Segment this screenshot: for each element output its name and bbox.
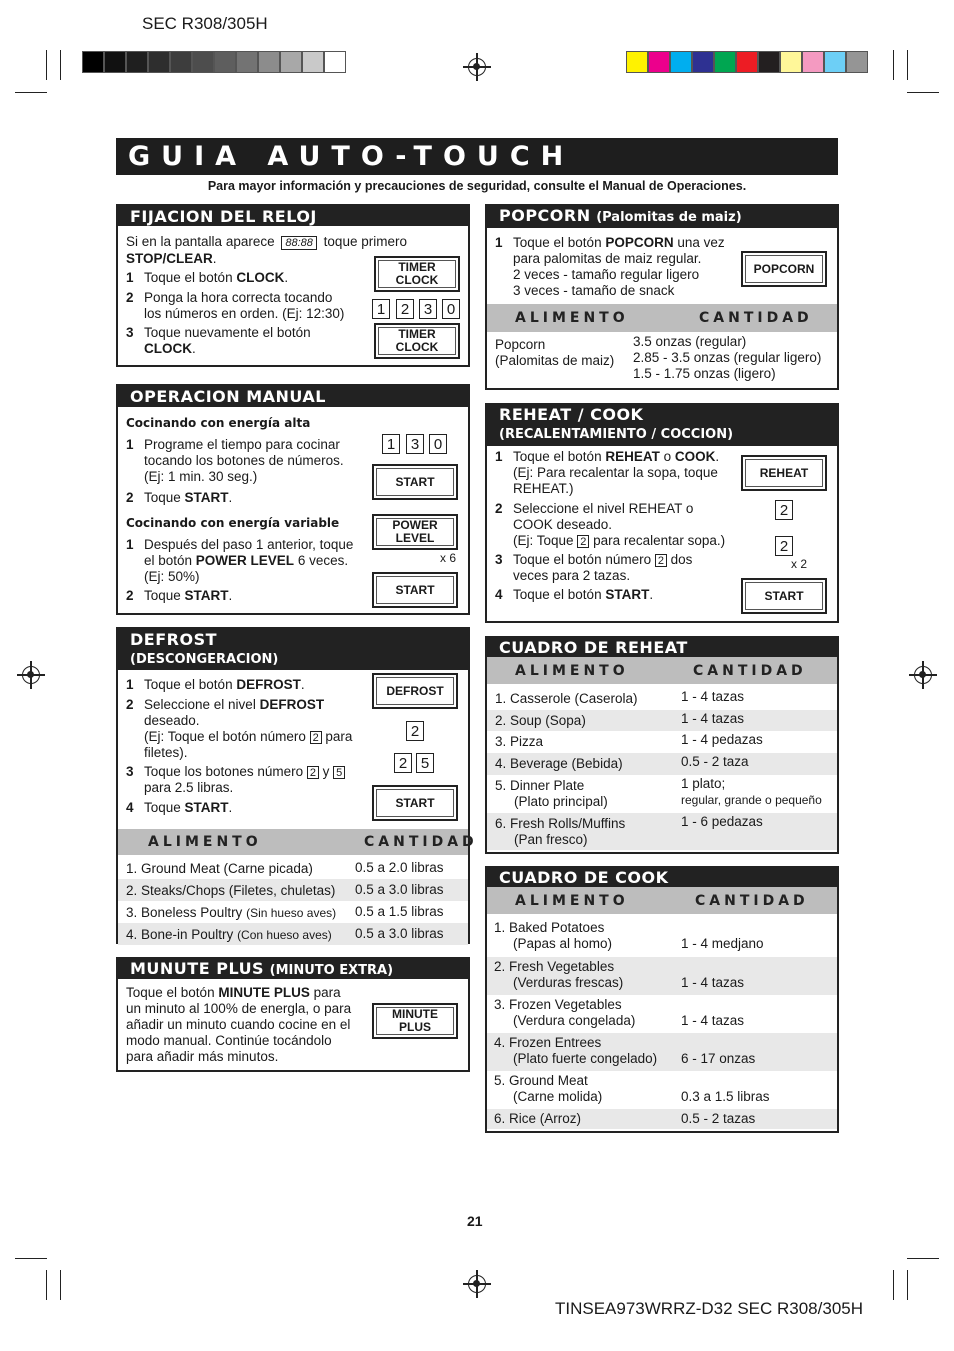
press-count: x 6: [440, 551, 457, 565]
food-cell: 1. Baked Potatoes: [494, 920, 605, 935]
crop-mark: [907, 92, 939, 93]
color-swatch: [692, 51, 714, 73]
number-key[interactable]: 1: [372, 299, 390, 319]
gray-swatch: [236, 51, 258, 73]
food-cell: 3. Frozen Vegetables: [494, 997, 622, 1012]
defrost-step-1: 1 Toque el botón DEFROST.: [126, 677, 305, 692]
color-swatch: [846, 51, 868, 73]
color-swatch: [758, 51, 780, 73]
defrost-step-3: 3 Toque los botones número 2 y 5 para 2.5 libras.: [126, 764, 386, 796]
defrost-step-4: 4 Toque START.: [126, 800, 233, 815]
gray-swatch: [82, 51, 104, 73]
quantity-cell: 1 plato;: [681, 776, 726, 791]
quantity-cell: 0.5 - 2 taza: [681, 754, 749, 769]
quantity-cell-note: regular, grande o pequeño: [681, 793, 822, 807]
page-subtitle: Para mayor información y precauciones de seguridad, consulte el Manual de Operaciones.: [207, 179, 747, 193]
food-cell: 3. Pizza: [495, 734, 544, 749]
quantity-cell: 1 - 6 pedazas: [681, 814, 763, 829]
number-key[interactable]: 0: [442, 299, 460, 319]
manual-variable-step-2: 2 Toque START.: [126, 588, 233, 603]
manual-subheading-high: Cocinando con energía alta: [126, 416, 311, 430]
number-key[interactable]: 0: [429, 434, 447, 454]
color-swatch: [626, 51, 648, 73]
clock-step-1: 1 Toque el botón CLOCK.: [126, 270, 289, 285]
cook-table-header: ALIMENTO CANTIDAD: [487, 887, 837, 914]
food-cell: 1. Ground Meat (Carne picada): [126, 861, 313, 876]
food-cell-note: (Papas al homo): [513, 936, 613, 951]
gray-swatch: [148, 51, 170, 73]
number-key: 2: [310, 731, 322, 744]
minute-plus-button[interactable]: MINUTE PLUS: [372, 1003, 458, 1039]
color-swatch: [802, 51, 824, 73]
table-row: [487, 995, 837, 1033]
popcorn-step-1: 1 Toque el botón POPCORN una vez para palomitas de maiz regular. 2 veces - tamaño regular ligero 3 veces - tamaño de snack: [495, 235, 725, 298]
quantity-cell: 0.3 a 1.5 libras: [681, 1089, 770, 1104]
document-code: TINSEA973WRRZ-D32 SEC R308/305H: [555, 1299, 864, 1318]
food-cell: 3. Boneless Poultry: [126, 905, 247, 920]
quantity-cell: 1 - 4 tazas: [681, 711, 745, 726]
manual-heading: OPERACION MANUAL: [118, 386, 468, 407]
popcorn-table-header: ALIMENTO CANTIDAD: [487, 304, 837, 332]
table-row: [118, 879, 468, 901]
gray-swatch: [280, 51, 302, 73]
page-number: 21: [467, 1213, 483, 1229]
crop-mark: [15, 1258, 47, 1259]
crop-mark: [46, 1270, 47, 1300]
food-cell-note: (Carne molida): [513, 1089, 603, 1104]
start-button[interactable]: START: [372, 464, 458, 500]
food-cell: 2. Steaks/Chops (Filetes, chuletas): [126, 883, 336, 898]
color-swatch: [714, 51, 736, 73]
start-button[interactable]: START: [372, 572, 458, 608]
registration-mark-icon: [468, 58, 486, 76]
display-readout: 88:88: [281, 236, 317, 250]
gray-swatch: [302, 51, 324, 73]
number-key[interactable]: 2: [406, 721, 424, 741]
start-button[interactable]: START: [372, 785, 458, 821]
table-row: [487, 775, 837, 813]
defrost-section: [116, 627, 478, 944]
quantity-cell: 0.5 a 3.0 libras: [355, 926, 444, 941]
food-cell: 4. Beverage (Bebida): [495, 756, 623, 771]
number-key[interactable]: 3: [406, 434, 424, 454]
crop-mark: [893, 50, 894, 80]
crop-mark: [46, 50, 47, 80]
reheat-step-4: 4 Toque el botón START.: [495, 587, 654, 602]
food-cell: 6. Fresh Rolls/Muffins: [495, 816, 626, 831]
color-swatch: [736, 51, 758, 73]
number-key[interactable]: 1: [382, 434, 400, 454]
crop-mark: [907, 1270, 908, 1300]
clock-step-2: 2 Ponga la hora correcta tocando los números en orden. (Ej: 12:30): [126, 290, 345, 321]
table-row: [487, 710, 837, 731]
number-key[interactable]: 2: [775, 500, 793, 520]
timer-clock-button[interactable]: TIMER CLOCK: [374, 256, 460, 292]
power-level-button[interactable]: POWER LEVEL: [372, 514, 458, 550]
number-key[interactable]: 3: [419, 299, 437, 319]
food-cell: 5. Dinner Plate: [495, 778, 585, 793]
registration-mark-icon: [914, 666, 932, 684]
food-cell: 4. Bone-in Poultry: [126, 927, 238, 942]
minute-plus-heading: MUNUTE PLUS (MINUTO EXTRA): [118, 959, 468, 979]
gray-swatch: [258, 51, 280, 73]
quantity-cell: 0.5 a 2.0 libras: [355, 860, 444, 875]
crop-mark: [60, 50, 61, 80]
popcorn-button[interactable]: POPCORN: [741, 251, 827, 287]
number-key[interactable]: 2: [394, 753, 412, 773]
defrost-step-2: 2 Seleccione el nivel DEFROST deseado. (Ej: Toque el botón número 2 para filetes).: [126, 697, 353, 760]
food-cell-note: (Sin hueso aves): [246, 906, 337, 920]
timer-clock-button[interactable]: TIMER CLOCK: [374, 323, 460, 359]
number-key[interactable]: 2: [775, 536, 793, 556]
color-swatch: [780, 51, 802, 73]
food-cell-note: (Verdura congelada): [513, 1013, 636, 1028]
table-row: [487, 918, 837, 957]
quantity-cell: 6 - 17 onzas: [681, 1051, 756, 1066]
gray-swatch: [214, 51, 236, 73]
table-row: [487, 731, 837, 753]
model-header: SEC R308/305H: [142, 14, 268, 33]
quantity-cell: 1 - 4 tazas: [681, 689, 745, 704]
food-cell: 4. Frozen Entrees: [494, 1035, 602, 1050]
popcorn-heading: POPCORN (Palomitas de maiz): [487, 206, 837, 228]
manual-subheading-variable: Cocinando con energía variable: [126, 516, 340, 530]
number-key: 2: [655, 554, 667, 567]
gray-swatch: [324, 51, 346, 73]
reheat-button[interactable]: REHEAT: [741, 455, 827, 491]
table-row: [487, 813, 837, 850]
quantity-cell: 1 - 4 tazas: [681, 1013, 745, 1028]
popcorn-section: [485, 204, 839, 390]
reheat-table-heading: CUADRO DE REHEAT: [487, 638, 837, 657]
registration-mark-icon: [22, 666, 40, 684]
page-title: GUIA AUTO-TOUCH: [116, 138, 838, 175]
table-row: [118, 923, 468, 945]
reheat-heading: REHEAT / COOK (RECALENTAMIENTO / COCCION): [487, 405, 837, 446]
food-cell-note: (Pan fresco): [514, 832, 588, 847]
quantity-cell: 0.5 - 2 tazas: [681, 1111, 756, 1126]
food-cell-note: (Verduras frescas): [513, 975, 624, 990]
crop-mark: [60, 1270, 61, 1300]
clock-step-3: 3 Toque nuevamente el botón CLOCK.: [126, 325, 311, 356]
color-swatch: [648, 51, 670, 73]
gray-swatch: [104, 51, 126, 73]
minute-plus-text: Toque el botón MINUTE PLUS para un minuto al 100% de energla, o para añadir un minuto cuando cocine en el modo manual. Continúe tocándolo para añadir más minutos.: [126, 985, 352, 1064]
number-key: 2: [577, 535, 589, 548]
defrost-button[interactable]: DEFROST: [372, 673, 458, 709]
number-key: 2: [307, 766, 319, 779]
crop-mark: [907, 1258, 939, 1259]
manual-step-2: 2 Toque START.: [126, 490, 233, 505]
gray-swatch: [126, 51, 148, 73]
crop-mark: [907, 50, 908, 80]
food-cell: 6. Rice (Arroz): [494, 1111, 582, 1126]
crop-mark: [893, 1270, 894, 1300]
popcorn-quantity: 3.5 onzas (regular) 2.85 - 3.5 onzas (regular ligero) 1.5 - 1.75 onzas (ligero): [633, 334, 822, 381]
clock-heading: FIJACION DEL RELOJ: [118, 206, 468, 226]
press-count: x 2: [791, 557, 808, 571]
number-key: 5: [333, 766, 345, 779]
food-cell: 5. Ground Meat: [494, 1073, 588, 1088]
manual-variable-step-1: 1 Después del paso 1 anterior, toque el botón POWER LEVEL 6 veces. (Ej: 50%): [126, 537, 354, 584]
food-cell-note: (Plato fuerte congelado): [513, 1051, 658, 1066]
table-row: [487, 688, 837, 710]
color-swatch: [824, 51, 846, 73]
reheat-table-header: ALIMENTO CANTIDAD: [487, 657, 837, 684]
manual-section: [116, 384, 470, 615]
start-button[interactable]: START: [741, 578, 827, 614]
quantity-cell: 1 - 4 tazas: [681, 975, 745, 990]
table-row: [487, 957, 837, 995]
table-row: [487, 1033, 837, 1071]
number-key[interactable]: 2: [396, 299, 414, 319]
food-cell: 1. Casserole (Caserola): [495, 691, 638, 706]
quantity-cell: 1 - 4 pedazas: [681, 732, 763, 747]
reheat-table-section: [485, 636, 839, 854]
defrost-table-header: ALIMENTO CANTIDAD: [118, 829, 468, 855]
table-row: [118, 857, 468, 879]
quantity-cell: 1 - 4 medjano: [681, 936, 764, 951]
food-cell-note: (Plato principal): [514, 794, 608, 809]
cook-table-section: [485, 866, 839, 1133]
reheat-section: [485, 403, 839, 623]
table-row: [487, 1109, 837, 1129]
registration-mark-icon: [468, 1275, 486, 1293]
table-row: [487, 1071, 837, 1109]
grayscale-color-bar: [82, 51, 346, 73]
reheat-step-3: 3 Toque el botón número 2 dos veces para 2 tazas.: [495, 552, 693, 583]
clock-section: [116, 204, 470, 367]
table-row: [118, 901, 468, 923]
cook-table-heading: CUADRO DE COOK: [487, 868, 837, 887]
minute-plus-section: [116, 957, 470, 1072]
quantity-cell: 0.5 a 1.5 libras: [355, 904, 444, 919]
reheat-step-1: 1 Toque el botón REHEAT o COOK. (Ej: Para recalentar la sopa, toque REHEAT.): [495, 449, 720, 496]
manual-step-1: 1 Programe el tiempo para cocinar tocando los botones de números. (Ej: 1 min. 30 seg.): [126, 437, 344, 484]
gray-swatch: [192, 51, 214, 73]
color-swatch: [670, 51, 692, 73]
table-row: [487, 753, 837, 775]
number-key[interactable]: 5: [416, 753, 434, 773]
defrost-heading: DEFROST (DESCONGERACION): [118, 629, 468, 670]
crop-mark: [15, 92, 47, 93]
clock-intro: Si en la pantalla aparece 88:88 toque primero STOP/CLEAR.: [126, 234, 407, 266]
food-cell: 2. Fresh Vegetables: [494, 959, 615, 974]
reheat-step-2: 2 Seleccione el nivel REHEAT o COOK deseado. (Ej: Toque 2 para recalentar sopa.): [495, 501, 726, 548]
quantity-cell: 0.5 a 3.0 libras: [355, 882, 444, 897]
food-cell-note: (Con hueso aves): [237, 928, 332, 942]
process-color-bar: [626, 51, 868, 73]
gray-swatch: [170, 51, 192, 73]
popcorn-food: Popcorn (Palomitas de maiz): [495, 337, 615, 368]
food-cell: 2. Soup (Sopa): [495, 713, 586, 728]
